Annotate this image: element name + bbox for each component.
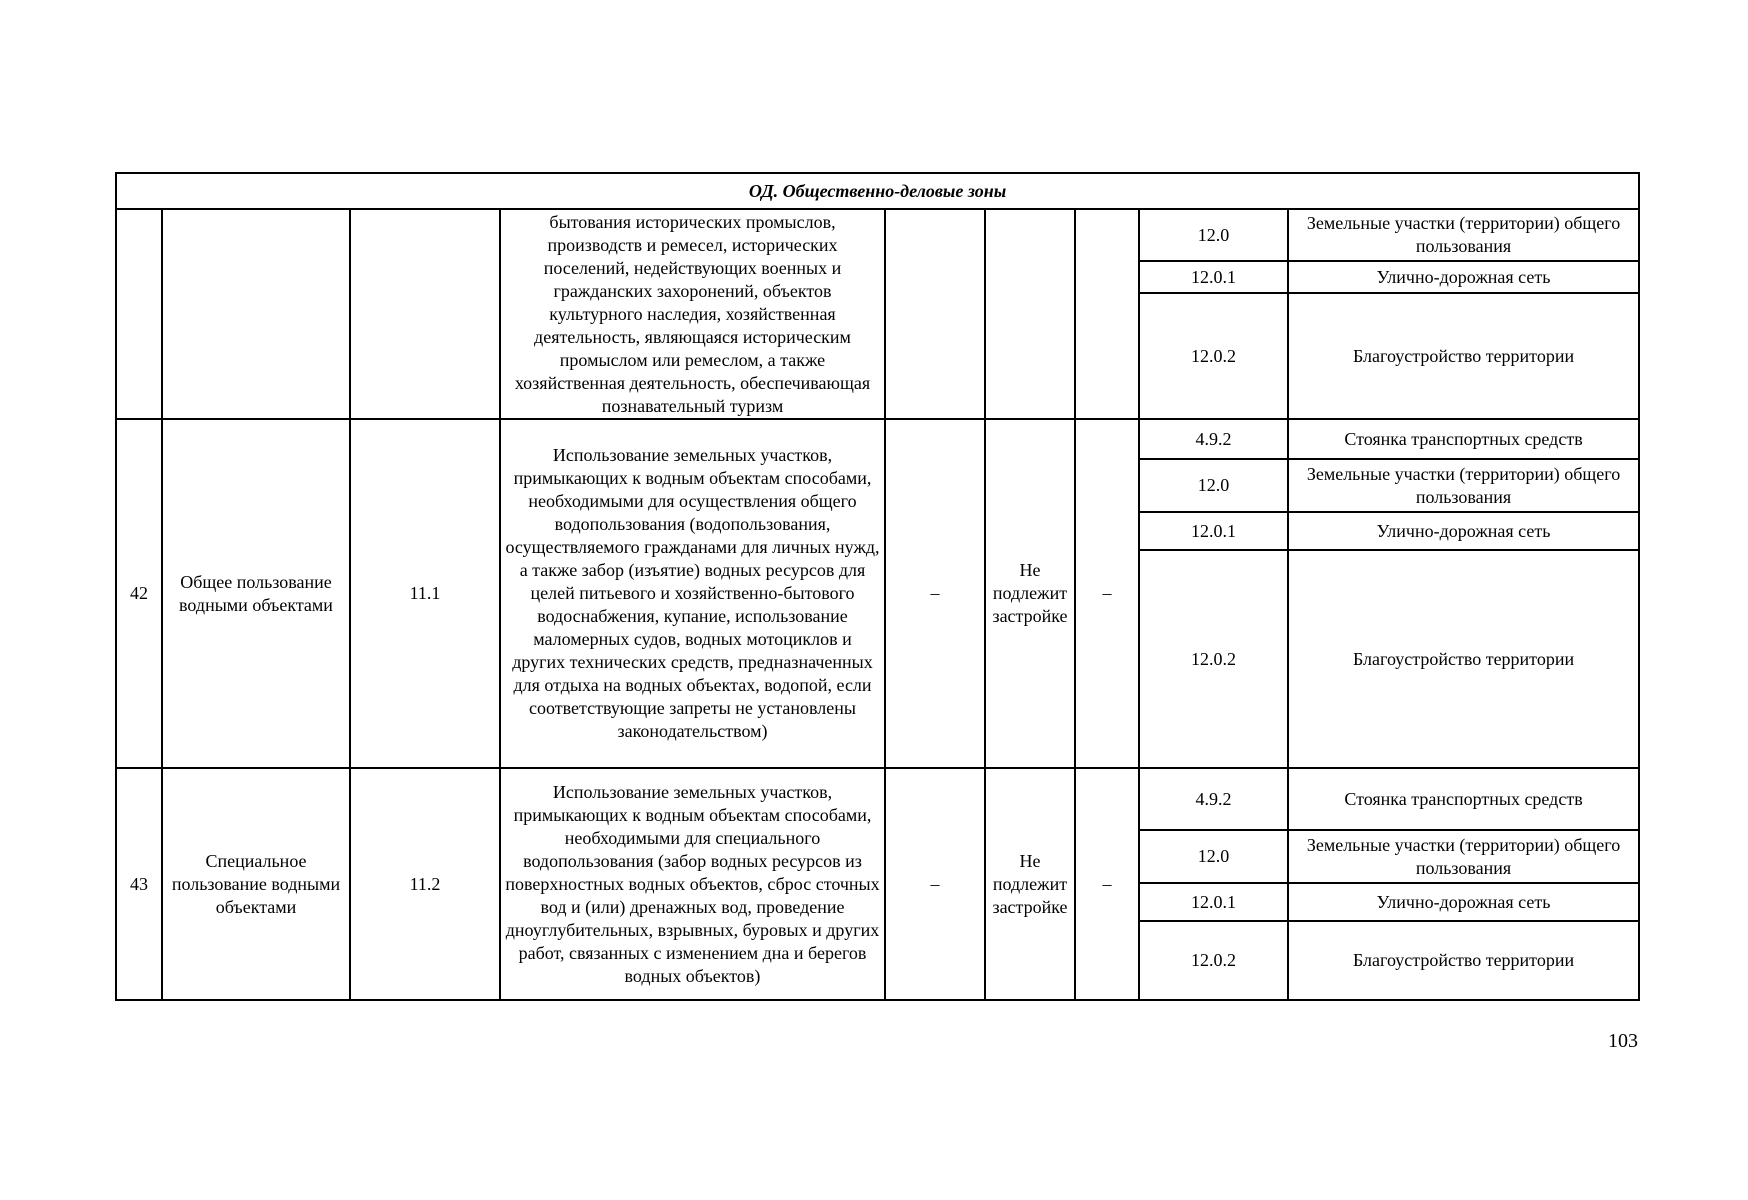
use-description: Использование земельных участков, примыкающих к водным объектам способами, необходимыми для специального водопользования (забор водных ресурсов из поверхностных водных объектов, сброс сточных вод и (или) дренажных вод, проведение дноуглубительных, взрывных, буровых и других работ, связанных с изменением дна и берегов водных объектов) xyxy=(500,768,885,1000)
table-row xyxy=(116,209,1639,261)
zone-table xyxy=(115,172,1640,1001)
use-code: 11.2 xyxy=(350,768,500,1000)
use-name: Общее пользование водными объектами xyxy=(162,419,350,768)
sub-use-name: Стоянка транспортных средств xyxy=(1288,419,1639,459)
row-number-cell xyxy=(116,209,162,419)
sub-use-name: Земельные участки (территории) общего пользования xyxy=(1288,830,1639,883)
use-code: 11.1 xyxy=(350,419,500,768)
build-restriction: Не подлежит застройке xyxy=(985,419,1075,768)
sub-use-code: 12.0.1 xyxy=(1139,261,1288,293)
param-cell xyxy=(985,209,1075,419)
zone-title-row xyxy=(116,173,1639,209)
sub-use-name: Благоустройство территории xyxy=(1288,550,1639,768)
sub-use-name: Улично-дорожная сеть xyxy=(1288,883,1639,921)
param-value: – xyxy=(885,768,985,1000)
sub-use-code: 12.0.1 xyxy=(1139,512,1288,550)
sub-use-code: 12.0 xyxy=(1139,209,1288,261)
table-row xyxy=(116,768,1639,830)
sub-use-code: 4.9.2 xyxy=(1139,768,1288,830)
table-row xyxy=(116,419,1639,459)
row-number: 43 xyxy=(116,768,162,1000)
sub-use-name: Улично-дорожная сеть xyxy=(1288,512,1639,550)
param-cell xyxy=(1075,209,1139,419)
sub-use-name: Стоянка транспортных средств xyxy=(1288,768,1639,830)
row-number: 42 xyxy=(116,419,162,768)
use-code-cell xyxy=(350,209,500,419)
build-restriction: Не подлежит застройке xyxy=(985,768,1075,1000)
sub-use-code: 12.0 xyxy=(1139,459,1288,512)
sub-use-code: 12.0.2 xyxy=(1139,921,1288,1000)
sub-use-name: Благоустройство территории xyxy=(1288,293,1639,419)
use-name: Специальное пользование водными объектами xyxy=(162,768,350,1000)
param-cell xyxy=(885,209,985,419)
param-value: – xyxy=(885,419,985,768)
sub-use-name: Благоустройство территории xyxy=(1288,921,1639,1000)
sub-use-code: 12.0 xyxy=(1139,830,1288,883)
use-name-cell xyxy=(162,209,350,419)
sub-use-code: 12.0.1 xyxy=(1139,883,1288,921)
sub-use-name: Улично-дорожная сеть xyxy=(1288,261,1639,293)
param-value: – xyxy=(1075,768,1139,1000)
sub-use-code: 4.9.2 xyxy=(1139,419,1288,459)
sub-use-code: 12.0.2 xyxy=(1139,550,1288,768)
sub-use-code: 12.0.2 xyxy=(1139,293,1288,419)
zone-title: ОД. Общественно-деловые зоны xyxy=(116,173,1639,209)
page-number: 103 xyxy=(1608,1030,1638,1052)
sub-use-name: Земельные участки (территории) общего пользования xyxy=(1288,459,1639,512)
use-description: Использование земельных участков, примыкающих к водным объектам способами, необходимыми для осуществления общего водопользования (водопользования, осуществляемого гражданами для личных нужд, а также забор (изъятие) водных ресурсов для целей питьевого и хозяйственно-бытового водоснабжения, купание, использование маломерных судов, водных мотоциклов и других технических средств, предназначенных для отдыха на водных объектах, водопой, если соответствующие запреты не установлены законодательством) xyxy=(500,419,885,768)
param-value: – xyxy=(1075,419,1139,768)
use-description: бытования исторических промыслов, производств и ремесел, исторических поселений, недействующих военных и гражданских захоронений, объектов культурного наследия, хозяйственная деятельность, являющаяся историческим промыслом или ремеслом, а также хозяйственная деятельность, обеспечивающая познавательный туризм xyxy=(500,209,885,419)
sub-use-name: Земельные участки (территории) общего пользования xyxy=(1288,209,1639,261)
